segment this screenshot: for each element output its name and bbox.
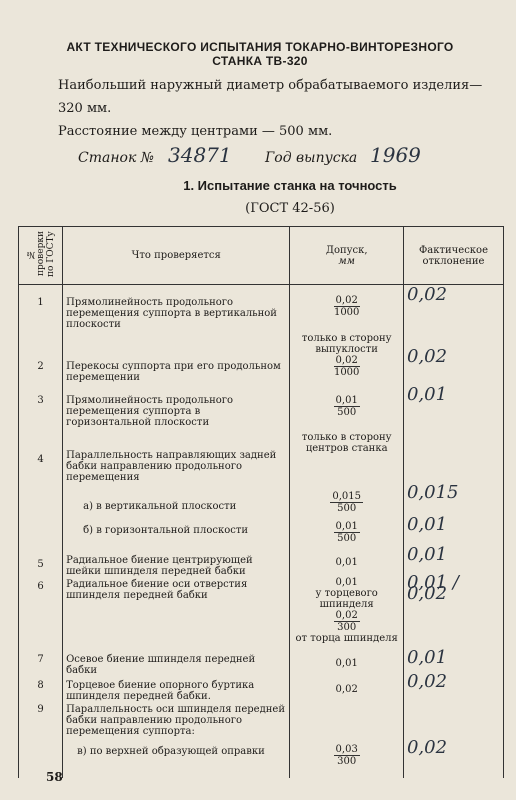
table-row: 9 Параллельность оси шпинделя передней бабки направлению продольного перемещения суппорта: <box>19 702 504 742</box>
col-number: № проверки по ГОСТу <box>19 227 63 285</box>
year-value: 1969 <box>370 143 421 167</box>
table-row: б) в горизонтальной плоскости $\frac{0,01}{500}$ 0,01 <box>19 519 504 549</box>
spec-centers: Расстояние между центрами — 500 мм. <box>58 124 333 139</box>
col-actual: Фактическое отклонение <box>403 227 503 285</box>
spec-diameter-line2: 320 мм. <box>58 101 112 116</box>
page-number: 58 <box>46 770 63 784</box>
table-row: 1 Прямолинейность продольного перемещения суппорта в вертикальной плоскости $\frac{0,02}{1000}$ 0,02 <box>19 285 504 333</box>
table-row: 3 Прямолинейность продольного перемещения суппорта в горизонтальной плоскости $\frac{0,01}{500}$ 0,01 <box>19 383 504 428</box>
table-row: 6 Радиальное биение оси отверстия шпинделя передней бабки 0,01 у торцевого шпинделя $\frac{0,02}{300}$ от торца шпинделя 0,01 / 0,02 <box>19 577 504 644</box>
machine-label: Станок № <box>78 150 155 166</box>
machine-number: 34871 <box>168 143 232 167</box>
table-row: 5 Радиальное биение центрирующей шейки шпинделя передней бабки 0,01 0,01 <box>19 549 504 577</box>
col-what: Что проверяется <box>63 227 290 285</box>
doc-title-line2: СТАНКА ТВ-320 <box>212 54 308 68</box>
section-title: 1. Испытание станка на точность <box>183 178 397 193</box>
table-row: в) по верхней образующей оправки $\frac{0,03}{300}$ 0,02 <box>19 742 504 778</box>
spec-diameter-line1: Наибольший наружный диаметр обрабатываемого изделия— <box>58 78 483 93</box>
doc-title-line1: АКТ ТЕХНИЧЕСКОГО ИСПЫТАНИЯ ТОКАРНО-ВИНТОРЕЗНОГО <box>66 40 454 54</box>
col-tolerance: Допуск, мм <box>290 227 404 285</box>
table-row: а) в вертикальной плоскости $\frac{0,015}{500}$ 0,015 <box>19 483 504 519</box>
table-row: 8 Торцевое биение опорного буртика шпинделя передней бабки. 0,02 0,02 <box>19 676 504 702</box>
table-row: 4 Параллельность направляющих задней бабки направлению продольного перемещения только в сторону центров станка <box>19 428 504 483</box>
year-label: Год выпуска <box>265 150 358 166</box>
gost-ref: (ГОСТ 42-56) <box>245 201 335 216</box>
accuracy-table <box>18 226 504 778</box>
table-row: 2 Перекосы суппорта при его продольном перемещении только в сторону выпуклости $\frac{0,02}{1000}$ 0,02 <box>19 333 504 383</box>
table-row: 7 Осевое биение шпинделя передней бабки 0,01 0,01 <box>19 644 504 676</box>
